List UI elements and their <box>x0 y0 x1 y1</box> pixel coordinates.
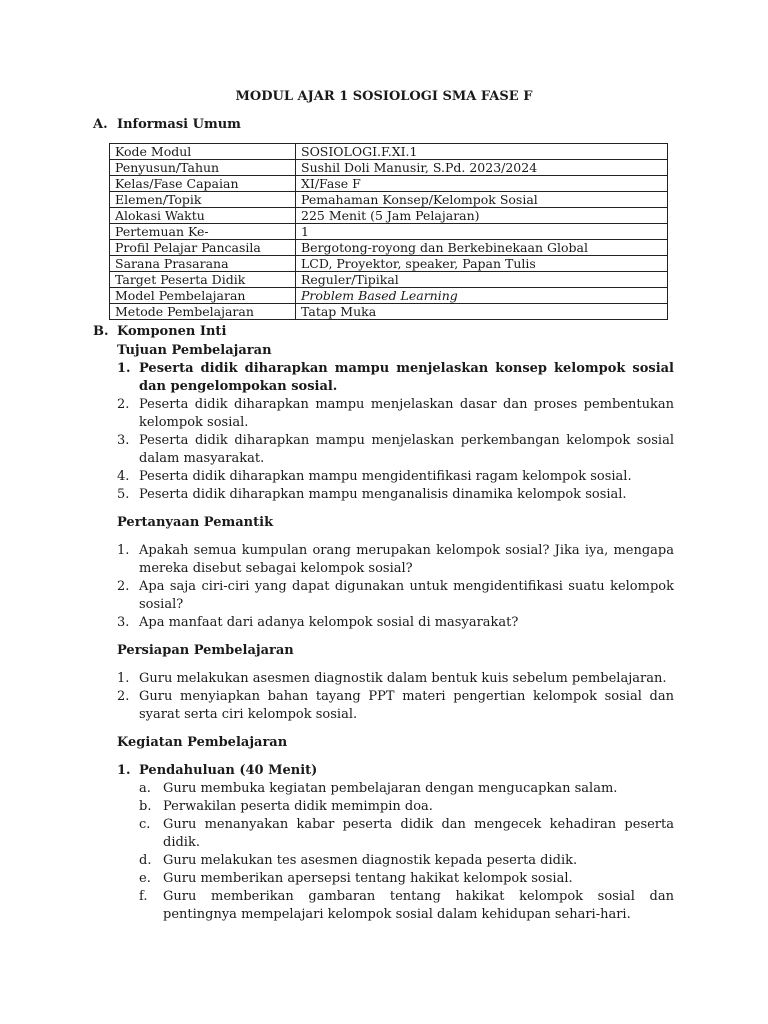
list-item: a. Guru membuka kegiatan pembelajaran dengan mengucapkan salam. <box>139 781 618 796</box>
table-value: Sushil Doli Manusir, S.Pd. 2023/2024 <box>296 160 668 176</box>
list-item: 2. Apa saja ciri-ciri yang dapat digunakan untuk mengidentifikasi suatu kelompok sosial? <box>117 579 674 612</box>
table-value: 1 <box>296 224 668 240</box>
table-row <box>110 192 668 208</box>
tujuan-heading: Tujuan Pembelajaran <box>117 343 272 358</box>
section-a-letter: A. <box>93 117 108 132</box>
table-row <box>110 208 668 224</box>
table-value: Tatap Muka <box>296 304 668 320</box>
section-a-title: Informasi Umum <box>117 117 241 132</box>
list-item: c. Guru menanyakan kabar peserta didik dan mengecek kehadiran peserta didik. <box>139 817 674 850</box>
persiapan-list <box>117 670 674 724</box>
info-table <box>109 143 668 320</box>
table-value: LCD, Proyektor, speaker, Papan Tulis <box>296 256 668 272</box>
table-key: Pertemuan Ke- <box>110 224 296 240</box>
table-row <box>110 240 668 256</box>
table-row <box>110 144 668 160</box>
list-item: e. Guru memberikan apersepsi tentang hakikat kelompok sosial. <box>139 871 573 886</box>
kegiatan-phase-list <box>117 762 674 780</box>
persiapan-heading: Persiapan Pembelajaran <box>117 643 294 658</box>
table-value: Problem Based Learning <box>296 288 668 304</box>
list-item: d. Guru melakukan tes asesmen diagnostik kepada peserta didik. <box>139 853 578 868</box>
list-item: 1. Apakah semua kumpulan orang merupakan kelompok sosial? Jika iya, mengapa mereka disebut sebagai kelompok sosial? <box>117 543 674 576</box>
table-row <box>110 288 668 304</box>
table-key: Kelas/Fase Capaian <box>110 176 296 192</box>
list-item: b. Perwakilan peserta didik memimpin doa. <box>139 799 433 814</box>
table-row <box>110 176 668 192</box>
table-key: Profil Pelajar Pancasila <box>110 240 296 256</box>
section-b-content <box>117 342 674 924</box>
list-item: 3. Peserta didik diharapkan mampu menjelaskan perkembangan kelompok sosial dalam masyarakat. <box>117 433 674 466</box>
pemantik-list <box>117 542 674 632</box>
table-key: Alokasi Waktu <box>110 208 296 224</box>
list-item: 4. Peserta didik diharapkan mampu mengidentifikasi ragam kelompok sosial. <box>117 469 632 484</box>
section-a-heading <box>93 116 241 134</box>
table-value: XI/Fase F <box>296 176 668 192</box>
list-item: 2. Peserta didik diharapkan mampu menjelaskan dasar dan proses pembentukan kelompok sosial. <box>117 397 674 430</box>
list-item: 1. Peserta didik diharapkan mampu menjelaskan konsep kelompok sosial dan pengelompokan sosial. <box>117 361 674 394</box>
table-row <box>110 160 668 176</box>
table-key: Kode Modul <box>110 144 296 160</box>
table-value: Reguler/Tipikal <box>296 272 668 288</box>
table-value: 225 Menit (5 Jam Pelajaran) <box>296 208 668 224</box>
section-b-heading <box>93 323 693 341</box>
table-key: Sarana Prasarana <box>110 256 296 272</box>
kegiatan-phase: 1. Pendahuluan (40 Menit) <box>117 763 318 778</box>
list-item: 2. Guru menyiapkan bahan tayang PPT materi pengertian kelompok sosial dan syarat serta ciri kelompok sosial. <box>117 689 674 722</box>
list-item: 3. Apa manfaat dari adanya kelompok sosial di masyarakat? <box>117 615 519 630</box>
list-item: 5. Peserta didik diharapkan mampu menganalisis dinamika kelompok sosial. <box>117 487 627 502</box>
section-b-letter: B. <box>93 324 109 339</box>
list-item: 1. Guru melakukan asesmen diagnostik dalam bentuk kuis sebelum pembelajaran. <box>117 671 667 686</box>
table-row <box>110 272 668 288</box>
kegiatan-heading: Kegiatan Pembelajaran <box>117 735 288 750</box>
table-value: SOSIOLOGI.F.XI.1 <box>296 144 668 160</box>
table-row <box>110 256 668 272</box>
table-key: Model Pembelajaran <box>110 288 296 304</box>
table-key: Target Peserta Didik <box>110 272 296 288</box>
pemantik-heading: Pertanyaan Pemantik <box>117 515 274 530</box>
table-value: Bergotong-royong dan Berkebinekaan Global <box>296 240 668 256</box>
section-b-title: Komponen Inti <box>117 324 227 339</box>
list-item: f. Guru memberikan gambaran tentang hakikat kelompok sosial dan pentingnya mempelajari kelompok sosial dalam kehidupan sehari-hari. <box>139 889 674 922</box>
table-key: Penyusun/Tahun <box>110 160 296 176</box>
table-value: Pemahaman Konsep/Kelompok Sosial <box>296 192 668 208</box>
table-row <box>110 224 668 240</box>
table-row <box>110 304 668 320</box>
table-key: Elemen/Topik <box>110 192 296 208</box>
tujuan-list <box>117 360 674 504</box>
table-key: Metode Pembelajaran <box>110 304 296 320</box>
kegiatan-steps <box>139 780 674 924</box>
document-title: MODUL AJAR 1 SOSIOLOGI SMA FASE F <box>235 89 533 104</box>
